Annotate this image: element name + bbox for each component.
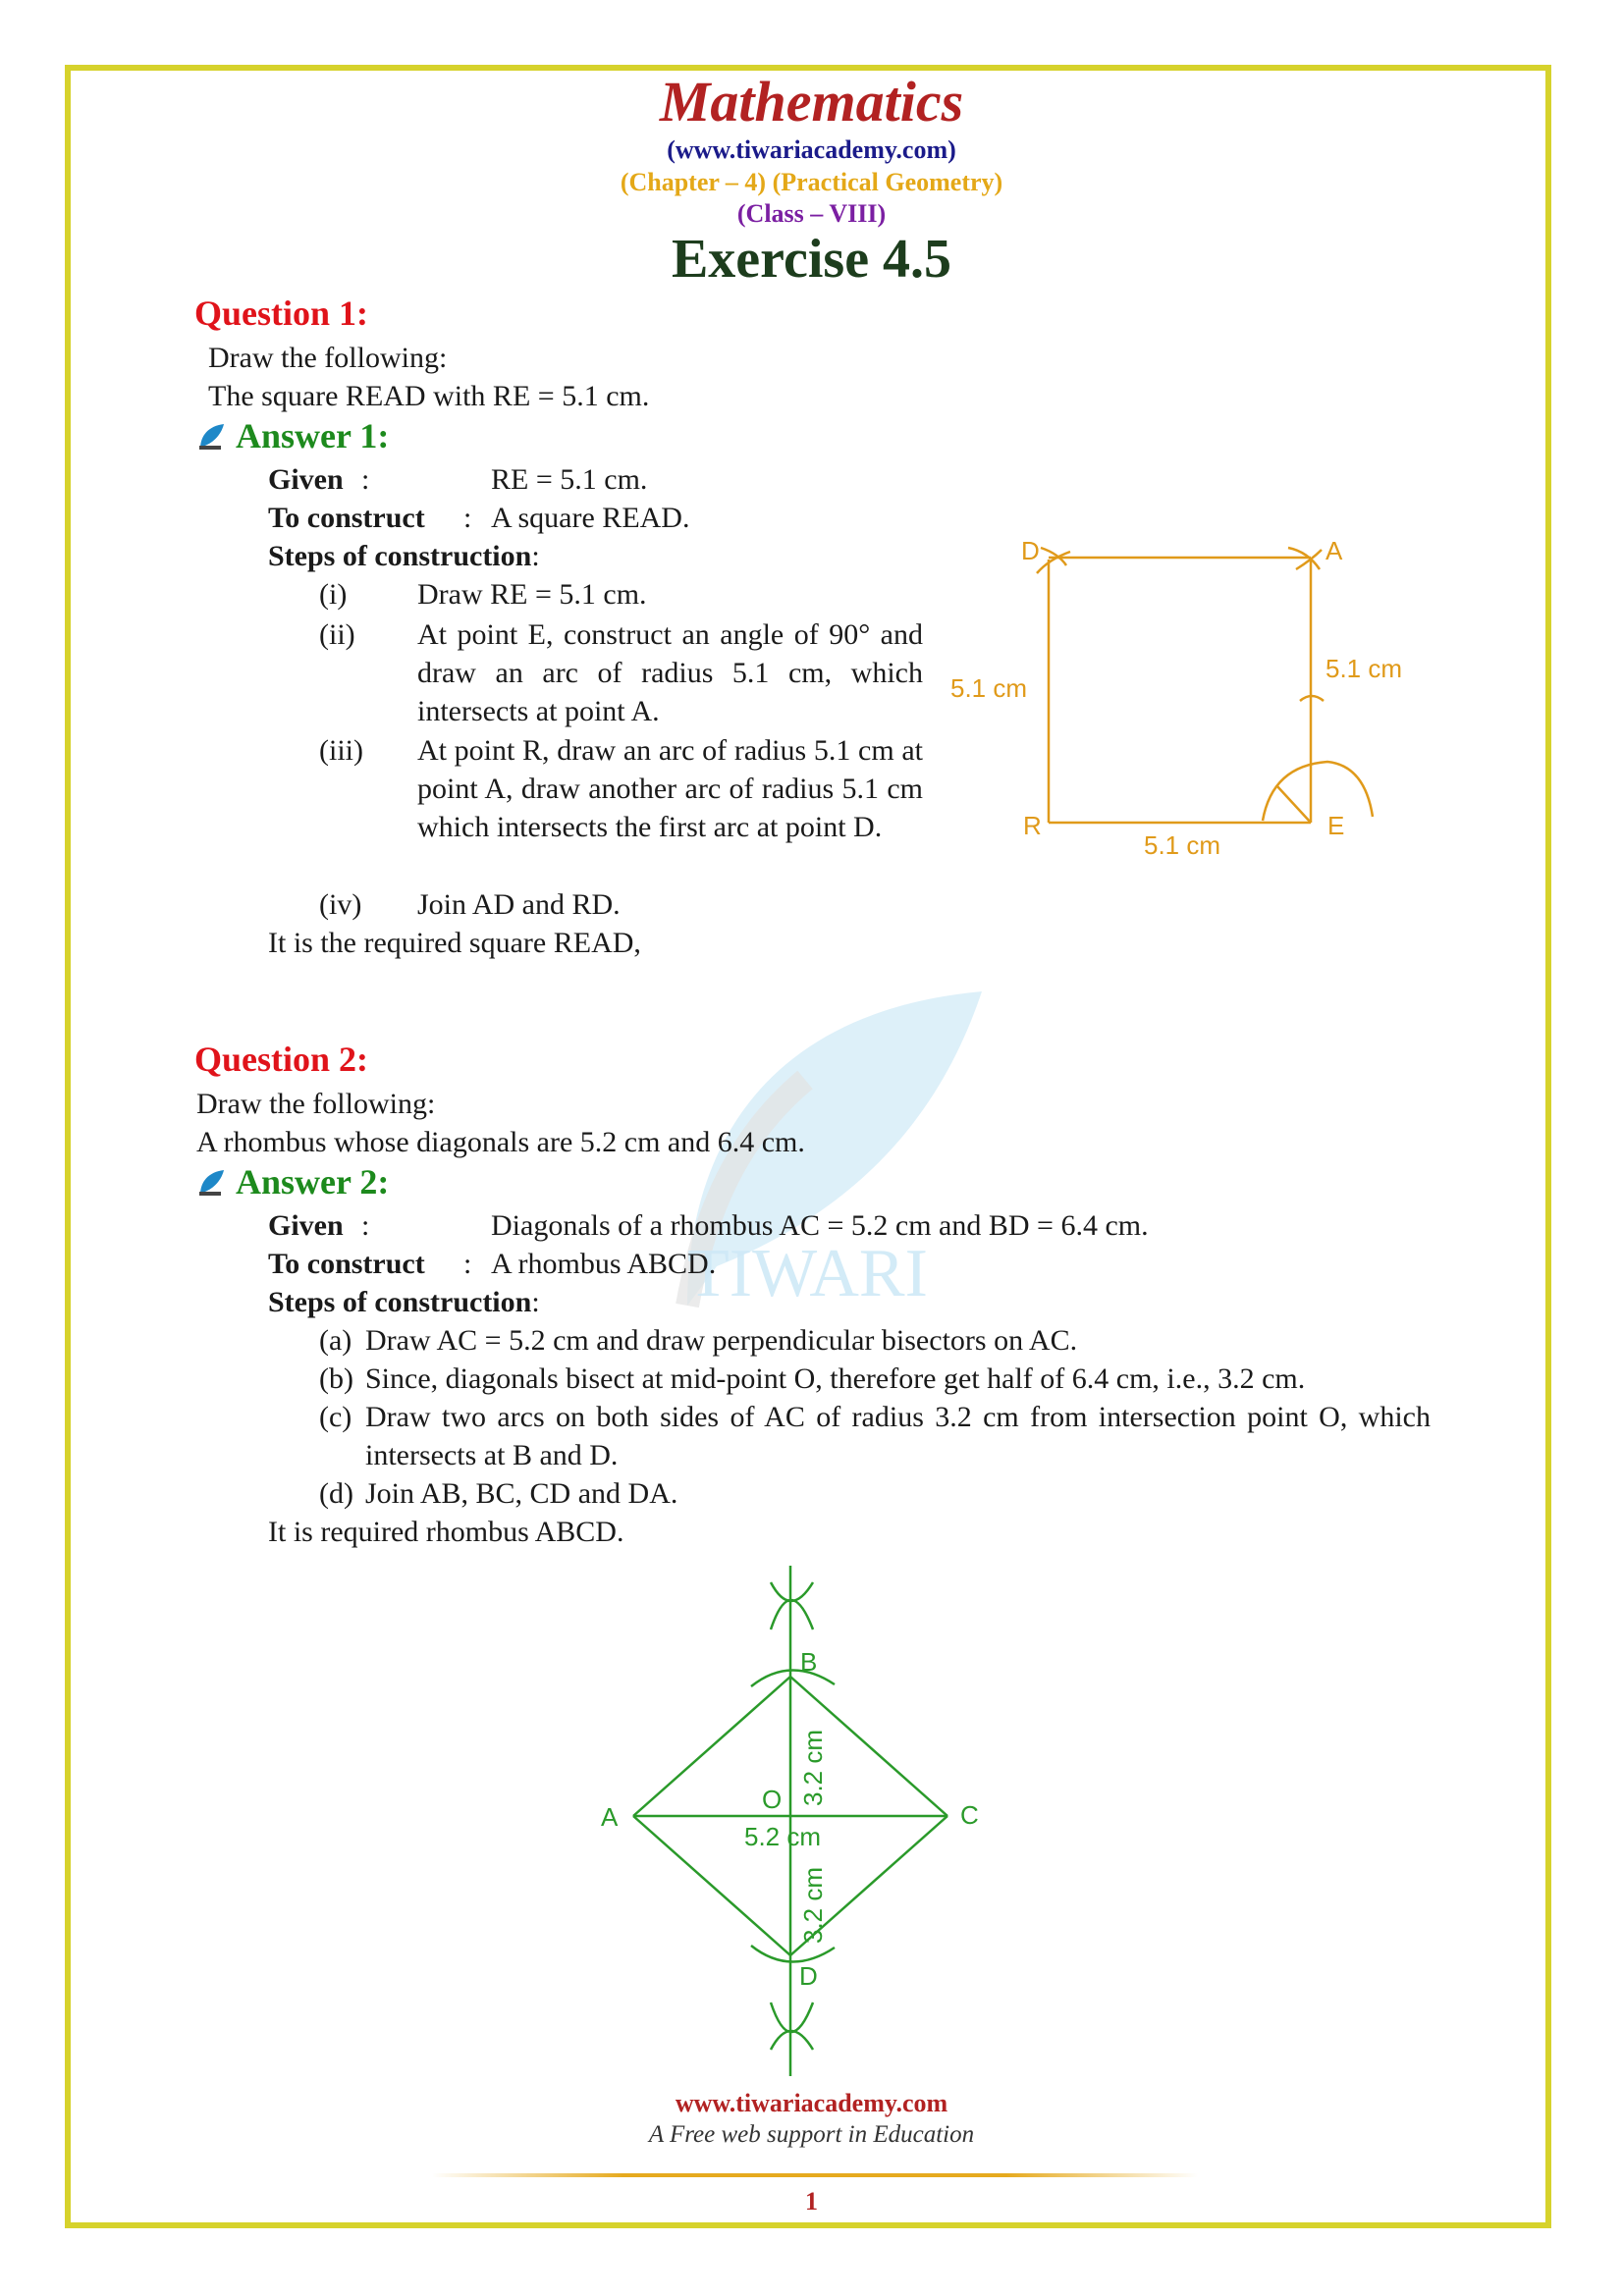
q2-step-num: (a) bbox=[319, 1324, 352, 1357]
q1-construct-colon: : bbox=[463, 502, 472, 534]
q2-step-text: Since, diagonals bisect at mid-point O, therefore get half of 6.4 cm, i.e., 3.2 cm. bbox=[365, 1362, 1306, 1395]
exercise-title: Exercise 4.5 bbox=[671, 229, 952, 290]
q1-step-num: (ii) bbox=[319, 618, 355, 651]
q2-given-label: Given bbox=[268, 1209, 344, 1242]
label-d: D bbox=[1021, 536, 1040, 565]
q1-given-value: RE = 5.1 cm. bbox=[491, 463, 648, 496]
q1-steps-label: Steps of construction bbox=[268, 540, 532, 572]
label-side-right: 5.1 cm bbox=[1325, 654, 1403, 683]
chapter-info: (Chapter – 4) (Practical Geometry) bbox=[620, 168, 1003, 196]
answer-2-label: Answer 2: bbox=[236, 1162, 390, 1201]
q1-construct-value: A square READ. bbox=[491, 502, 690, 534]
arc-bottom-1 bbox=[771, 2002, 813, 2032]
label-diag-ac: 5.2 cm bbox=[744, 1822, 822, 1851]
label-a: A bbox=[601, 1802, 619, 1832]
q1-step-text: At point R, draw an arc of radius 5.1 cm at point A, draw another arc of radius 5.1 cm which intersects the first arc at point D. bbox=[417, 734, 923, 843]
q2-steps-label: Steps of construction bbox=[268, 1286, 532, 1318]
q2-step-num: (b) bbox=[319, 1362, 353, 1395]
arc-top-2 bbox=[771, 1582, 813, 1601]
square-read-figure bbox=[943, 530, 1434, 864]
q2-step-num: (d) bbox=[319, 1477, 353, 1510]
label-side-bottom: 5.1 cm bbox=[1144, 830, 1221, 860]
q2-steps-heading bbox=[268, 1283, 540, 1321]
q1-step-num: (i) bbox=[319, 578, 348, 611]
label-o: O bbox=[762, 1785, 783, 1814]
q1-step-text: Join AD and RD. bbox=[417, 888, 621, 921]
label-c: C bbox=[960, 1800, 979, 1830]
q1-steps-colon: : bbox=[531, 540, 540, 572]
q2-line-2: A rhombus whose diagonals are 5.2 cm and 6.4 cm. bbox=[196, 1126, 805, 1158]
answer-1-heading bbox=[196, 415, 389, 456]
leaf-icon bbox=[196, 1168, 226, 1198]
q2-step-num: (c) bbox=[319, 1401, 352, 1433]
arc-top-1 bbox=[771, 1600, 813, 1629]
label-r: R bbox=[1023, 811, 1042, 840]
q2-line-1: Draw the following: bbox=[196, 1088, 436, 1120]
answer-1-label: Answer 1: bbox=[236, 416, 390, 455]
q2-construct-value: A rhombus ABCD. bbox=[491, 1248, 717, 1280]
q2-step-text: Join AB, BC, CD and DA. bbox=[365, 1477, 678, 1510]
q2-conclusion: It is required rhombus ABCD. bbox=[268, 1516, 624, 1548]
header-site: (www.tiwariacademy.com) bbox=[667, 135, 956, 164]
label-ob: 3.2 cm bbox=[798, 1729, 828, 1806]
q1-step-num: (iv) bbox=[319, 888, 362, 921]
q1-given-colon: : bbox=[361, 463, 370, 496]
label-side-left: 5.1 cm bbox=[950, 673, 1028, 703]
angle-line bbox=[1276, 785, 1311, 823]
q2-step-text: Draw two arcs on both sides of AC of radius 3.2 cm from intersection point O, which intersects at B and D. bbox=[365, 1401, 1431, 1471]
q1-given-label: Given bbox=[268, 463, 344, 496]
arc-e bbox=[1263, 762, 1373, 821]
q1-step-text: Draw RE = 5.1 cm. bbox=[417, 578, 647, 611]
q2-step-text: Draw AC = 5.2 cm and draw perpendicular bisectors on AC. bbox=[365, 1324, 1078, 1357]
footer-tagline: A Free web support in Education bbox=[648, 2121, 975, 2148]
label-od: 3.2 cm bbox=[798, 1866, 828, 1944]
q1-line-1: Draw the following: bbox=[208, 342, 448, 374]
label-d: D bbox=[799, 1961, 818, 1991]
q1-steps-heading bbox=[268, 537, 540, 575]
label-e: E bbox=[1327, 811, 1345, 840]
q1-step-text: At point E, construct an angle of 90° and draw an arc of radius 5.1 cm, which intersects at point A. bbox=[417, 618, 923, 727]
label-a: A bbox=[1325, 536, 1343, 565]
q2-construct-colon: : bbox=[463, 1248, 472, 1280]
q1-construct-label: To construct bbox=[268, 502, 425, 534]
rhombus-abcd-figure bbox=[589, 1561, 1021, 2081]
question-1-heading: Question 1: bbox=[194, 294, 369, 333]
label-b: B bbox=[800, 1647, 818, 1677]
q2-construct-label: To construct bbox=[268, 1248, 425, 1280]
class-info: (Class – VIII) bbox=[736, 199, 887, 228]
footer-divider bbox=[432, 2173, 1198, 2177]
q1-step-num: (iii) bbox=[319, 734, 363, 767]
arc-bottom-2 bbox=[771, 2031, 813, 2050]
question-2-heading: Question 2: bbox=[194, 1040, 369, 1079]
page-number: 1 bbox=[805, 2187, 818, 2216]
q2-steps-colon: : bbox=[531, 1286, 540, 1318]
q1-conclusion: It is the required square READ, bbox=[268, 927, 641, 959]
q2-given-value: Diagonals of a rhombus AC = 5.2 cm and BD = 6.4 cm. bbox=[491, 1209, 1149, 1242]
q2-given-colon: : bbox=[361, 1209, 370, 1242]
leaf-icon bbox=[196, 422, 226, 452]
q1-line-2: The square READ with RE = 5.1 cm. bbox=[208, 380, 650, 412]
answer-2-heading bbox=[196, 1161, 389, 1202]
footer-site: www.tiwariacademy.com bbox=[675, 2089, 948, 2117]
watermark-text: TIWARI bbox=[687, 1236, 928, 1311]
subject-title: Mathematics bbox=[659, 70, 964, 133]
